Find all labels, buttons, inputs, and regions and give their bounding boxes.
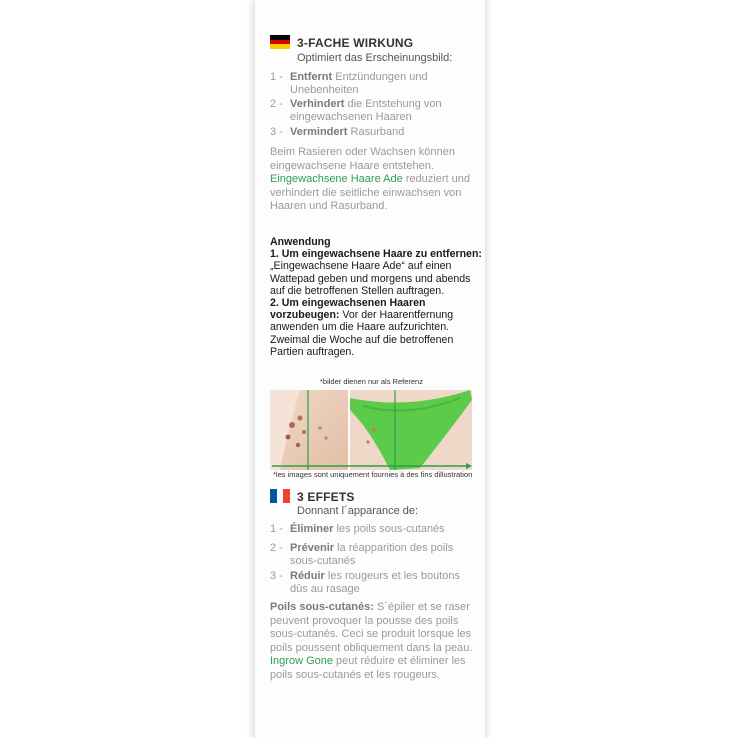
fr-list-item-2: 2 - Prévenir la réapparition des poils sous-cutanés bbox=[270, 542, 454, 567]
de-heading: 3-FACHE WIRKUNG bbox=[297, 36, 414, 50]
de-usage-title: Anwendung bbox=[270, 236, 331, 248]
de-reference-note: *bilder dienen nur als Referenz bbox=[320, 377, 423, 386]
fr-reference-note: *les images sont uniquement fournies à des fins dillustration bbox=[273, 470, 473, 479]
de-usage: Anwendung 1. Um eingewachsene Haare zu entfernen: „Eingewachsene Haare Ade“ auf einen Wattepad geben und morgens und abends auf die betroffenen Stellen auftragen. 2. Um eingewachsenen Haaren vorzubeugen: Vor der Haarentfernung anwenden um die Haare aufzurichten. Zweimal die Woche auf die betroffenen Partien auftragen. bbox=[270, 236, 482, 358]
fr-list-item-1: 1 - Éliminer les poils sous-cutanés bbox=[270, 523, 445, 535]
de-list-item-1: 1 - Entfernt Entzündungen und Unebenheiten bbox=[270, 71, 428, 96]
french-flag-icon bbox=[270, 489, 290, 503]
comparison-arrow-icon bbox=[272, 463, 472, 469]
de-description: Beim Rasieren oder Wachsen können eingewachsene Haare entstehen. Eingewachsene Haare Ade reduziert und verhindert die seitliche einwachsen von Haaren und Rasurband. bbox=[270, 146, 470, 212]
de-list-item-2: 2 - Verhindert die Entstehung von eingewachsenen Haaren bbox=[270, 98, 442, 123]
de-subheading: Optimiert das Erscheinungsbild: bbox=[297, 52, 453, 64]
de-list-item-3: 3 - Vermindert Rasurband bbox=[270, 126, 405, 138]
german-flag-icon bbox=[270, 35, 290, 49]
before-after-image bbox=[270, 390, 472, 470]
fr-heading: 3 EFFETS bbox=[297, 490, 355, 504]
fr-subheading: Donnant l´apparance de: bbox=[297, 505, 419, 517]
fr-list-item-3: 3 - Réduir les rougeurs et les boutons dûs au rasage bbox=[270, 570, 460, 595]
fr-description: Poils sous-cutanés: S´épiler et se raser peuvent provoquer la pousse des poils sous-cutanés. Ceci se produit lorsque les poils poussent obliquement dans la peau. Ingrow Gone peut réduire et éliminer les poils sous-cutanés et les rougeurs. bbox=[270, 601, 473, 681]
